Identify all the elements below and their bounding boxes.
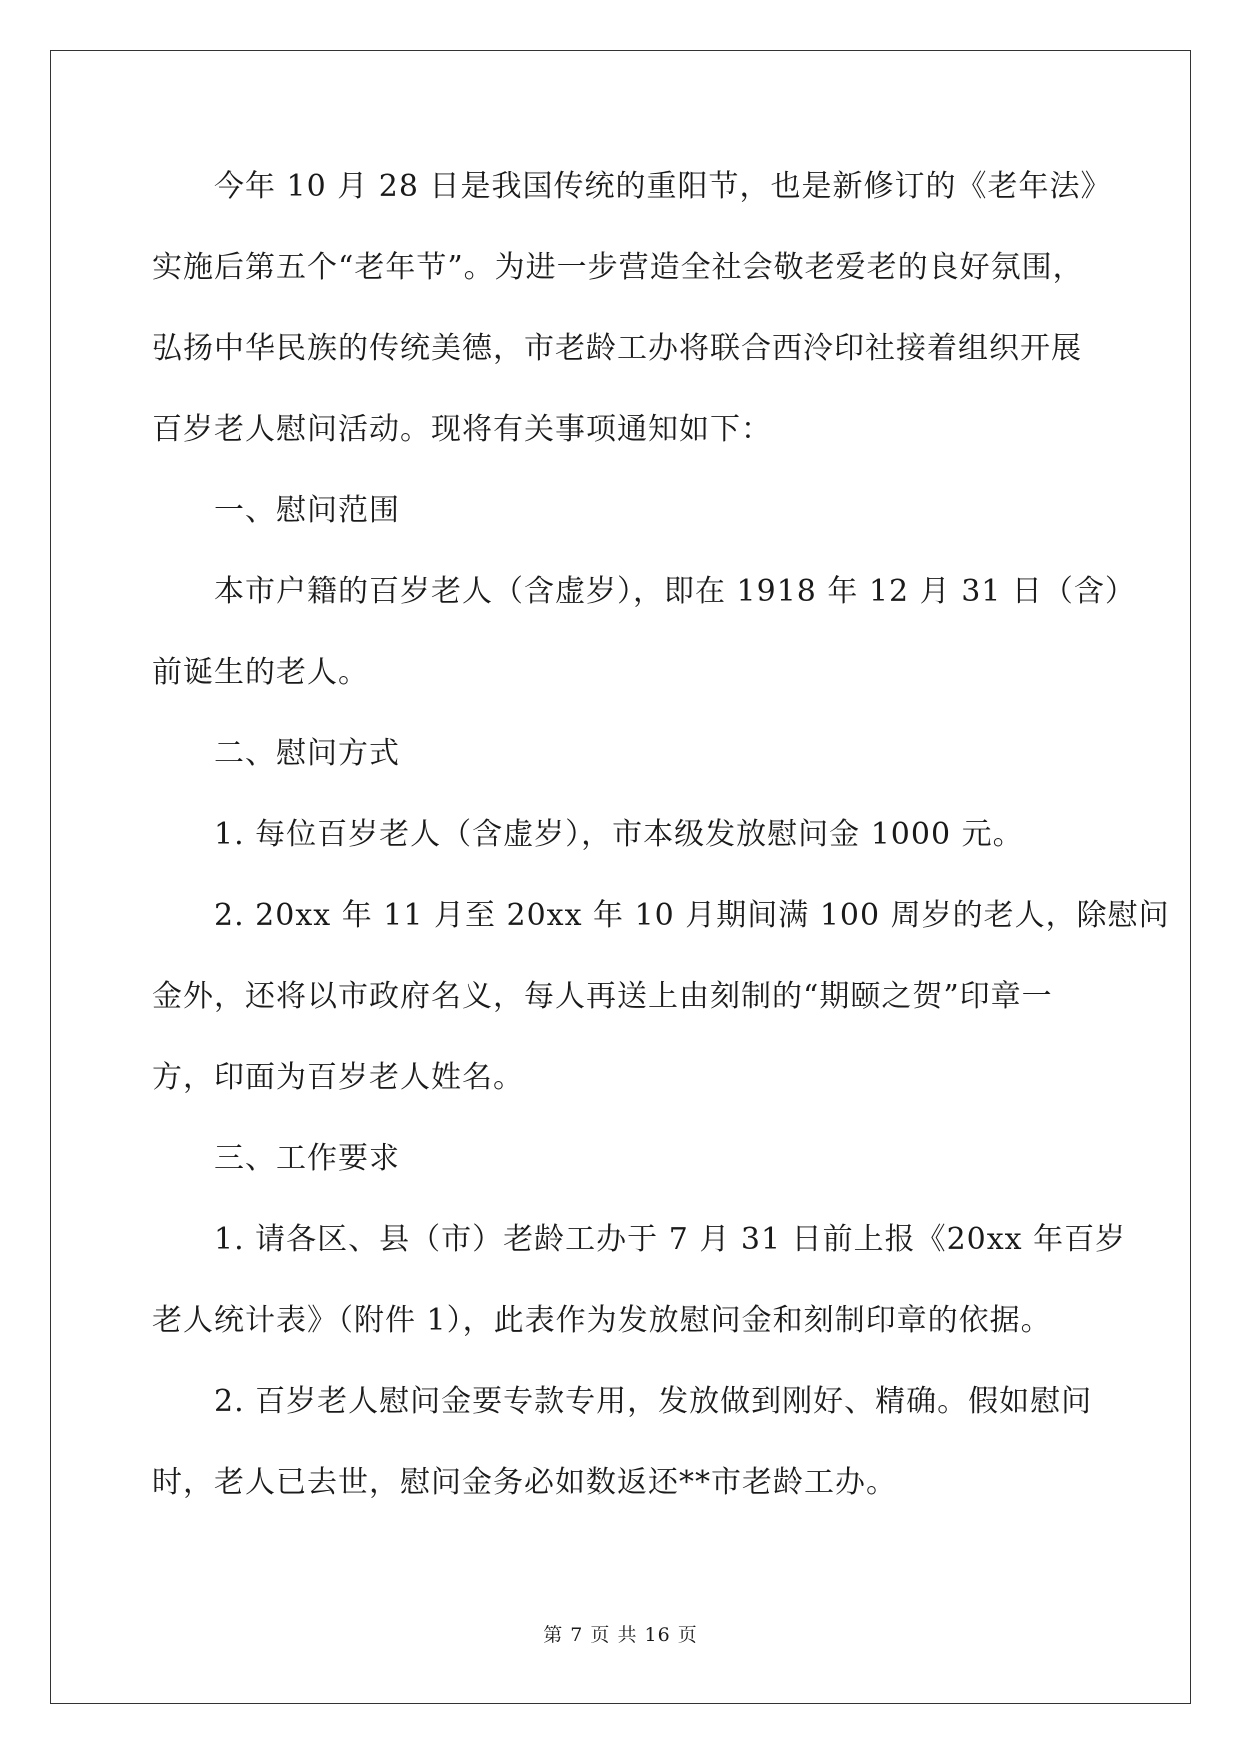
page-number-footer: 第 7 页 共 16 页 — [543, 1624, 698, 1646]
section-heading-requirements: 三、工作要求 — [214, 1141, 400, 1176]
document-body — [152, 167, 1170, 1544]
section-heading-scope: 一、慰问范围 — [214, 493, 400, 528]
paragraph-intro-line-4: 百岁老人慰问活动。现将有关事项通知如下： — [152, 412, 772, 447]
list-item-requirement-2-line-1: 2. 百岁老人慰问金要专款专用，发放做到刚好、精确。假如慰问 — [214, 1384, 1093, 1419]
paragraph-scope-line-1: 本市户籍的百岁老人（含虚岁），即在 1918 年 12 月 31 日（含） — [214, 574, 1136, 609]
section-heading-method: 二、慰问方式 — [214, 736, 400, 771]
paragraph-intro-line-1: 今年 10 月 28 日是我国传统的重阳节，也是新修订的《老年法》 — [214, 169, 1112, 204]
list-item-method-2-line-2: 金外，还将以市政府名义，每人再送上由刻制的“期颐之贺”印章一 — [152, 979, 1053, 1014]
paragraph-intro-line-2: 实施后第五个“老年节”。为进一步营造全社会敬老爱老的良好氛围， — [152, 250, 1084, 285]
paragraph-intro-line-3: 弘扬中华民族的传统美德，市老龄工办将联合西泠印社接着组织开展 — [152, 331, 1082, 366]
list-item-method-2-line-1: 2. 20xx 年 11 月至 20xx 年 10 月期间满 100 周岁的老人，除慰问 — [214, 898, 1170, 933]
list-item-method-2-line-3: 方，印面为百岁老人姓名。 — [152, 1060, 524, 1095]
list-item-requirement-2-line-2: 时，老人已去世，慰问金务必如数返还**市老龄工办。 — [152, 1465, 897, 1500]
list-item-requirement-1-line-1: 1. 请各区、县（市）老龄工办于 7 月 31 日前上报《20xx 年百岁 — [214, 1222, 1127, 1257]
paragraph-scope-line-2: 前诞生的老人。 — [152, 655, 369, 690]
list-item-method-1: 1. 每位百岁老人（含虚岁），市本级发放慰问金 1000 元。 — [214, 817, 1024, 852]
list-item-requirement-1-line-2: 老人统计表》（附件 1），此表作为发放慰问金和刻制印章的依据。 — [152, 1303, 1052, 1338]
